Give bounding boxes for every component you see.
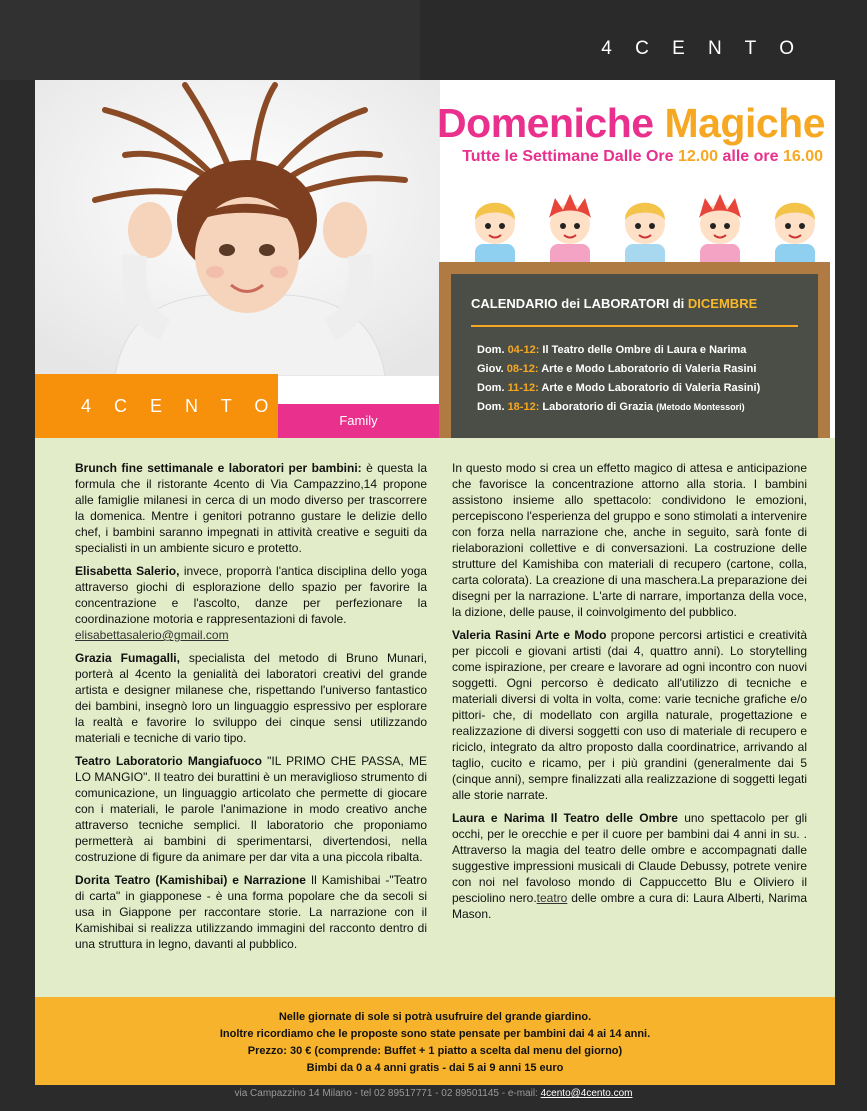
- paragraph-text: è questa la formula che il ristorante 4cento di Via Campazzino,14 propone alle famiglie milanesi in cerca di un modo diverso per trascorrere la domenica. Mentre i genitori potranno gustare le delizie dello chef, i bambini saranno impegnati in attività creative e seguiti da specialisti in un ambiente sicuro e protetto.: [75, 461, 427, 555]
- brand-logo-text[interactable]: 4 C E N T O: [81, 396, 278, 416]
- family-tab[interactable]: Family: [278, 404, 439, 438]
- content-area: [35, 438, 835, 997]
- paragraph-text: Il Kamishibai -"Teatro di carta" in giapponese - è una forma popolare che da secoli si usa in Giappone per raccontare storie. La narrazione con il Kamishibai si realizza utilizzando immagini del racconto dentro di una struttura in legno, davanti al pubblico.: [75, 873, 427, 951]
- paragraph-mangiafuoco: [75, 753, 427, 865]
- footer: [0, 1088, 867, 1099]
- entry-note: (Metodo Montessori): [656, 402, 745, 412]
- calendar-title: [471, 296, 757, 311]
- calendar-list: [477, 341, 760, 417]
- paragraph-text: specialista del metodo di Bruno Munari, porterà al 4cento la genialità dei laboratori creativi del grande artista e designer milanese che, rispettando l'universo fantastico dei bambini, insegnò loro un linguaggio espressivo per esplorare la realtà e favorire lo sviluppo dei cinque sensi utilizzando materiali e tecniche di vario tipo.: [75, 651, 427, 745]
- calendar-title-month: DICEMBRE: [687, 296, 758, 311]
- paragraph-heading: Elisabetta Salerio,: [75, 564, 180, 578]
- paragraph-heading: Valeria Rasini Arte e Modo: [452, 628, 607, 642]
- info-line: Nelle giornate di sole si potrà usufruire del grande giardino.: [278, 1011, 592, 1023]
- paragraph-heading: Brunch fine settimanale e laboratori per bambini:: [75, 461, 362, 475]
- entry-date: 04-12:: [507, 344, 540, 356]
- entry-day: Dom.: [477, 401, 505, 413]
- entry-text: Laboratorio di Grazia: [542, 401, 654, 413]
- entry-date: 11-12:: [507, 382, 539, 394]
- title-magiche: Magiche: [664, 100, 825, 146]
- subtitle-time-start: 12.00: [677, 148, 719, 165]
- paragraph-heading: Laura e Narima Il Teatro delle Ombre: [452, 811, 678, 825]
- flyer: [35, 80, 835, 1085]
- paragraph-heading: Grazia Fumagalli,: [75, 651, 180, 665]
- calendar-divider: [471, 325, 798, 327]
- entry-day: Giov.: [477, 363, 504, 375]
- subtitle-middle: alle ore: [722, 148, 779, 165]
- left-column: [75, 460, 427, 959]
- calendar-entry: [477, 360, 760, 379]
- price-line: Prezzo: 30 € (comprende: Buffet + 1 piatto a scelta dal menu del giorno): [247, 1045, 623, 1057]
- footer-address: via Campazzino 14 Milano - tel 02 89517771 - 02 89501145 - e-mail:: [234, 1088, 541, 1099]
- paragraph-text: uno spettacolo per gli occhi, per le orecchie e per il cuore per bambini dai 4 anni in su. . Attraverso la magia del teatro delle ombre e accompagnati dalle suggestive impressioni musicali di Claude Debussy, potrete venire con noi nel favoloso mondo di Cappuccetto Blu e Oliviero il pesciolino nero.: [452, 811, 807, 905]
- event-title: [437, 100, 825, 147]
- subtitle-time-end: 16.00: [782, 148, 823, 165]
- paragraph-text: "IL PRIMO CHE PASSA, ME LO MANGIO". Il teatro dei burattini è un meraviglioso strumento di comunicazione, un linguaggio articolato che permette di giocare con i materiali, le parole l'animazione in modo creativo anche attraverso tecniche semplici. Il laboratorio che proponiamo permetterà ai bambini di sperimentarsi, divertendosi, nella costruzione di figure da animare per dar vita a una piccola ribalta.: [75, 754, 427, 864]
- brand-block: [35, 374, 278, 438]
- teatro-link[interactable]: teatro: [536, 891, 568, 905]
- paragraph-rasini: [452, 627, 807, 803]
- entry-day: Dom.: [477, 382, 505, 394]
- price-line: Bimbi da 0 a 4 anni gratis - dai 5 ai 9 anni 15 euro: [306, 1062, 564, 1074]
- paragraph-text: In questo modo si crea un effetto magico di attesa e anticipazione che favorisce la concentrazione attorno alla storia. I bambini assistono insieme allo spettacolo: condividono le emozioni, percepiscono l'esperienza del gruppo e sono stimolati a intervenire con forza nella narrazione che, anche in seguito, sarà fonte di rielaborazioni collettive e di conversazioni. La costruzione delle strutture del Kamishiba con materiali di recupero (cartone, colla, carta colorata). La creazione di una maschera.La preparazione dei disegni per la narrazione. L'arte di narrare, importanza della voce, la dizione, delle pause, il coinvolgimento del pubblico.: [452, 461, 807, 619]
- paragraph-text: invece, proporrà l'antica disciplina dello yoga attraverso giochi di esplorazione dello spazio per favorire la concentrazione e l'ascolto, danze per perfezionare la coordinazione motoria e rappresentazioni di favole.: [75, 564, 427, 626]
- right-column: [452, 460, 807, 929]
- entry-date: 08-12:: [506, 363, 539, 375]
- paragraph-heading: Teatro Laboratorio Mangiafuoco: [75, 754, 262, 768]
- paragraph-fumagalli: [75, 650, 427, 746]
- calendar-chalkboard: [451, 274, 818, 438]
- calendar-entry: [477, 341, 760, 360]
- background-tile: [0, 0, 420, 80]
- entry-date: 18-12:: [507, 401, 540, 413]
- child-illustration: [35, 80, 440, 376]
- paragraph-text: propone percorsi artistici e creatività per piccoli e giovani artisti (dai 4, quattro anni). Lo storytelling come ispirazione, per creare e lavorare ad ogni incontro con nuovi soggetti. Ogni percorso è dedicato all'utilizzo di tecniche e materiali diversi di volta in volta, come: varie tecniche grafiche e/o pittori- che, di modellato con argilla naturale, progettazione e realizzazione di diversi soggetti con uso di materiale di recupero e riciclo, integrato da altro proposto dalla coordinatrice, arrivando al taglio, cucito e ricamo, per i più grandini (generalmente dai 5 (cinque anni), sempre finalizzati alla realizzazione di soggetti legati alle storie narrate.: [452, 628, 807, 802]
- calendar-entry: [477, 379, 760, 398]
- paragraph-kamishibai: [452, 460, 807, 620]
- calendar-entry: [477, 398, 760, 417]
- event-subtitle: [462, 148, 823, 166]
- paragraph-dorita: [75, 872, 427, 952]
- info-line: Inoltre ricordiamo che le proposte sono state pensate per bambini dai 4 ai 14 anni.: [219, 1028, 651, 1040]
- child-photo: [35, 80, 440, 376]
- title-domeniche: Domeniche: [437, 100, 654, 146]
- footer-email-link[interactable]: 4cento@4cento.com: [540, 1088, 633, 1099]
- calendar-board: [439, 262, 830, 438]
- info-box: [35, 997, 835, 1085]
- entry-text: Arte e Modo Laboratorio di Valeria Rasini: [541, 363, 757, 375]
- entry-text: Il Teatro delle Ombre di Laura e Narima: [542, 344, 747, 356]
- email-link[interactable]: elisabettasalerio@gmail.com: [75, 628, 229, 642]
- subtitle-prefix: Tutte le Settimane Dalle Ore: [462, 148, 674, 165]
- entry-text: Arte e Modo Laboratorio di Valeria Rasini): [541, 382, 761, 394]
- paragraph-heading: Dorita Teatro (Kamishibai) e Narrazione: [75, 873, 306, 887]
- calendar-title-prefix: CALENDARIO dei LABORATORI di: [471, 296, 685, 311]
- paragraph-ombre: [452, 810, 807, 922]
- header-brand[interactable]: 4 C E N T O: [601, 38, 803, 59]
- hero-banner: [35, 80, 835, 438]
- entry-day: Dom.: [477, 344, 505, 356]
- paragraph-tail: delle ombre a cura di: Laura Alberti, Narima Mason.: [452, 891, 807, 921]
- paragraph-salerio: [75, 563, 427, 643]
- paragraph-brunch: [75, 460, 427, 556]
